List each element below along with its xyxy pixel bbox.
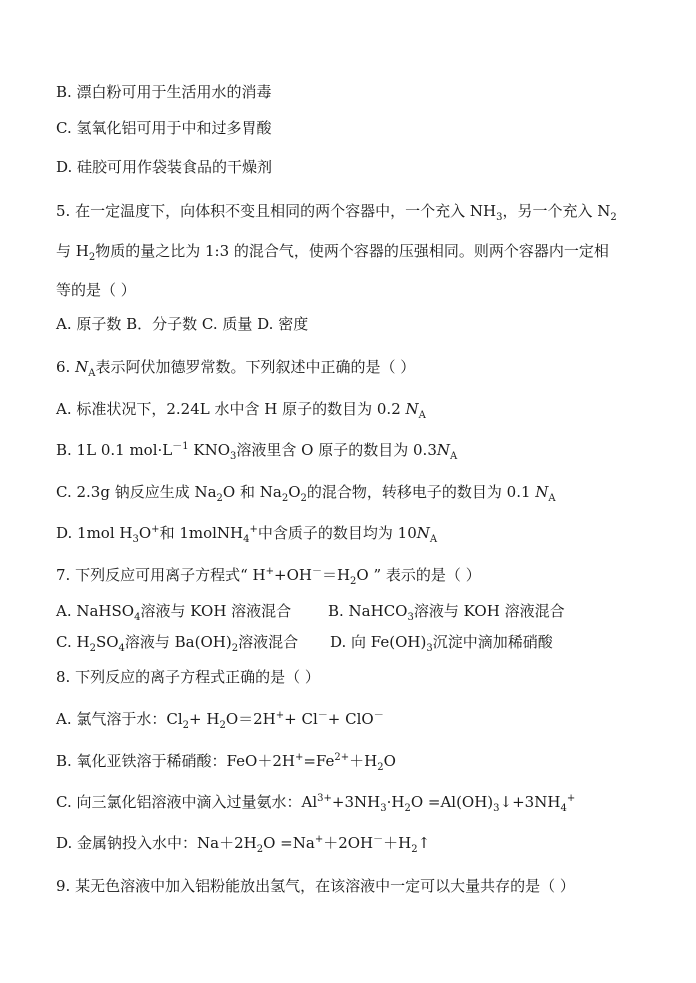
text-segment: D. 硅胶可用作袋装食品的干燥剂	[56, 158, 273, 176]
text-segment: D. 金属钠投入水中：Na＋2H	[56, 834, 257, 852]
text-segment: 8. 下列反应的离子方程式正确的是（ ）	[56, 668, 320, 686]
text-segment: O	[138, 524, 152, 542]
text-segment: C. 氢氧化铝可用于中和过多胃酸	[56, 119, 272, 137]
text-segment: + ClO	[327, 710, 374, 728]
superscript: +	[151, 524, 160, 535]
option-7d	[330, 632, 553, 652]
subscript: 2	[256, 844, 264, 855]
text-segment: O 和 Na	[222, 483, 282, 501]
superscript: +	[566, 793, 576, 804]
superscript: +	[249, 524, 258, 535]
text-segment: O	[288, 483, 301, 501]
subscript: 4	[560, 803, 567, 814]
text-segment: A. 标准状况下，2.24L 水中含 H 原子的数目为 0.2	[56, 400, 406, 418]
superscript: +	[294, 752, 304, 763]
text-segment: B. 漂白粉可用于生活用水的消毒	[56, 83, 272, 101]
constant-symbol: N	[535, 483, 549, 501]
superscript: +	[314, 834, 324, 845]
option-6b	[56, 440, 656, 460]
text-segment: +3NH	[331, 793, 381, 811]
text-segment: ↓+3NH	[499, 793, 561, 811]
text-segment: 和 1molNH	[159, 524, 244, 542]
constant-symbol: N	[436, 441, 450, 459]
superscript: +	[265, 566, 274, 577]
subscript: 2	[377, 762, 384, 773]
text-segment: 7. 下列反应可用离子方程式“ H	[56, 566, 266, 584]
text-segment: ＋H	[349, 752, 378, 770]
option-4c	[56, 118, 656, 138]
text-segment: + H	[189, 710, 220, 728]
text-segment: 溶液与 Ba(OH)	[124, 633, 232, 651]
option-6a	[56, 399, 656, 419]
text-segment: O =Al(OH)	[410, 793, 494, 811]
text-segment: 表示阿伏加德罗常数。下列叙述中正确的是（ ）	[95, 358, 416, 376]
text-segment: 6.	[56, 358, 76, 376]
subscript: 4	[134, 612, 141, 623]
subscript: 3	[380, 803, 387, 814]
text-segment: 溶液里含 O 原子的数目为 0.3	[236, 441, 437, 459]
subscript: A	[429, 534, 438, 545]
text-segment: 物质的量之比为 1:3 的混合气，使两个容器的压强相同。则两个容器内一定相	[95, 242, 609, 260]
option-8d	[56, 833, 656, 853]
subscript: 4	[118, 643, 125, 654]
text-segment: 中含质子的数目均为 10	[257, 524, 417, 542]
option-8b	[56, 751, 656, 771]
text-segment: + Cl	[284, 710, 318, 728]
text-segment: O ” 表示的是（ ）	[356, 566, 481, 584]
constant-symbol: N	[75, 358, 89, 376]
option-4d	[56, 157, 656, 177]
option-7a	[56, 601, 291, 621]
subscript: 2	[219, 720, 226, 731]
text-segment: 与 H	[56, 242, 89, 260]
subscript: 2	[281, 493, 289, 504]
text-segment: ＋H	[383, 834, 412, 852]
text-segment: B. 1L 0.1 mol·L	[56, 441, 173, 459]
text-segment: 5. 在一定温度下，向体积不变且相同的两个容器中，一个充入 NH	[56, 202, 497, 220]
subscript: 2	[216, 493, 223, 504]
question-6	[56, 357, 656, 377]
text-segment: O	[383, 752, 396, 770]
subscript: 3	[230, 451, 237, 462]
text-segment: 的混合物，转移电子的数目为 0.1	[306, 483, 536, 501]
text-segment: D. 向 Fe(OH)	[330, 633, 427, 651]
subscript: 3	[407, 612, 414, 623]
text-segment: 等的是（ ）	[56, 281, 136, 299]
superscript: －	[373, 710, 384, 721]
option-7c	[56, 632, 298, 652]
text-segment: +OH	[274, 566, 312, 584]
text-segment: KNO	[188, 441, 231, 459]
text-segment: C. H	[56, 633, 90, 651]
question-8	[56, 667, 656, 687]
text-segment: 溶液与 KOH 溶液混合	[140, 602, 292, 620]
superscript: －1	[172, 441, 189, 452]
subscript: A	[88, 368, 96, 379]
text-segment: B. 氧化亚铁溶于稀硝酸：FeO＋2H	[56, 752, 295, 770]
subscript: 2	[350, 576, 357, 587]
option-8a	[56, 709, 656, 729]
text-segment: ，另一个充入 N	[502, 202, 611, 220]
question-5-line3	[56, 280, 656, 300]
subscript: A	[450, 451, 458, 462]
subscript: 2	[88, 252, 96, 263]
text-segment: A. 原子数 B．分子数 C. 质量 D. 密度	[56, 315, 309, 333]
superscript: 3+	[317, 793, 332, 804]
option-7b	[328, 601, 565, 621]
text-segment: C. 向三氯化铝溶液中滴入过量氨水：Al	[56, 793, 318, 811]
text-segment: ·H	[386, 793, 405, 811]
option-6d	[56, 523, 656, 543]
text-segment: O＝2H	[225, 710, 276, 728]
question-5-options	[56, 314, 656, 334]
text-segment: 沉淀中滴加稀硝酸	[432, 633, 553, 651]
subscript: 2	[404, 803, 411, 814]
subscript: 3	[426, 643, 433, 654]
subscript: 4	[243, 534, 250, 545]
question-5-line1	[56, 201, 656, 221]
subscript: 3	[493, 803, 500, 814]
superscript: －	[311, 566, 322, 577]
subscript: 3	[132, 534, 139, 545]
text-segment: ＋2OH	[323, 834, 374, 852]
subscript: 2	[231, 643, 239, 654]
subscript: A	[548, 493, 556, 504]
superscript: －	[317, 710, 328, 721]
text-segment: 9. 某无色溶液中加入铝粉能放出氢气，在该溶液中一定可以大量共存的是（ ）	[56, 877, 575, 895]
subscript: 2	[89, 643, 96, 654]
option-6c	[56, 482, 656, 502]
constant-symbol: N	[416, 524, 430, 542]
superscript: +	[275, 710, 285, 721]
text-segment: =Fe	[303, 752, 335, 770]
subscript: 2	[610, 212, 617, 223]
constant-symbol: N	[405, 400, 419, 418]
text-segment: O =Na	[263, 834, 315, 852]
subscript: A	[418, 410, 426, 421]
superscript: －	[373, 834, 384, 845]
option-4b	[56, 82, 656, 102]
subscript: 2	[300, 493, 307, 504]
superscript: 2+	[334, 752, 350, 763]
text-segment: 溶液混合	[238, 633, 299, 651]
question-9	[56, 876, 656, 896]
subscript: 3	[496, 212, 503, 223]
text-segment: SO	[95, 633, 119, 651]
text-segment: ＝H	[321, 566, 351, 584]
text-segment: B. NaHCO	[328, 602, 408, 620]
text-segment: D. 1mol H	[56, 524, 133, 542]
text-segment: A. NaHSO	[56, 602, 135, 620]
subscript: 2	[182, 720, 190, 731]
text-segment: A. 氯气溶于水：Cl	[56, 710, 183, 728]
text-segment: 溶液与 KOH 溶液混合	[413, 602, 565, 620]
question-7	[56, 565, 656, 585]
option-8c	[56, 792, 656, 812]
subscript: 2	[411, 844, 418, 855]
text-segment: ↑	[417, 834, 431, 852]
text-segment: C. 2.3g 钠反应生成 Na	[56, 483, 217, 501]
question-5-line2	[56, 241, 656, 261]
